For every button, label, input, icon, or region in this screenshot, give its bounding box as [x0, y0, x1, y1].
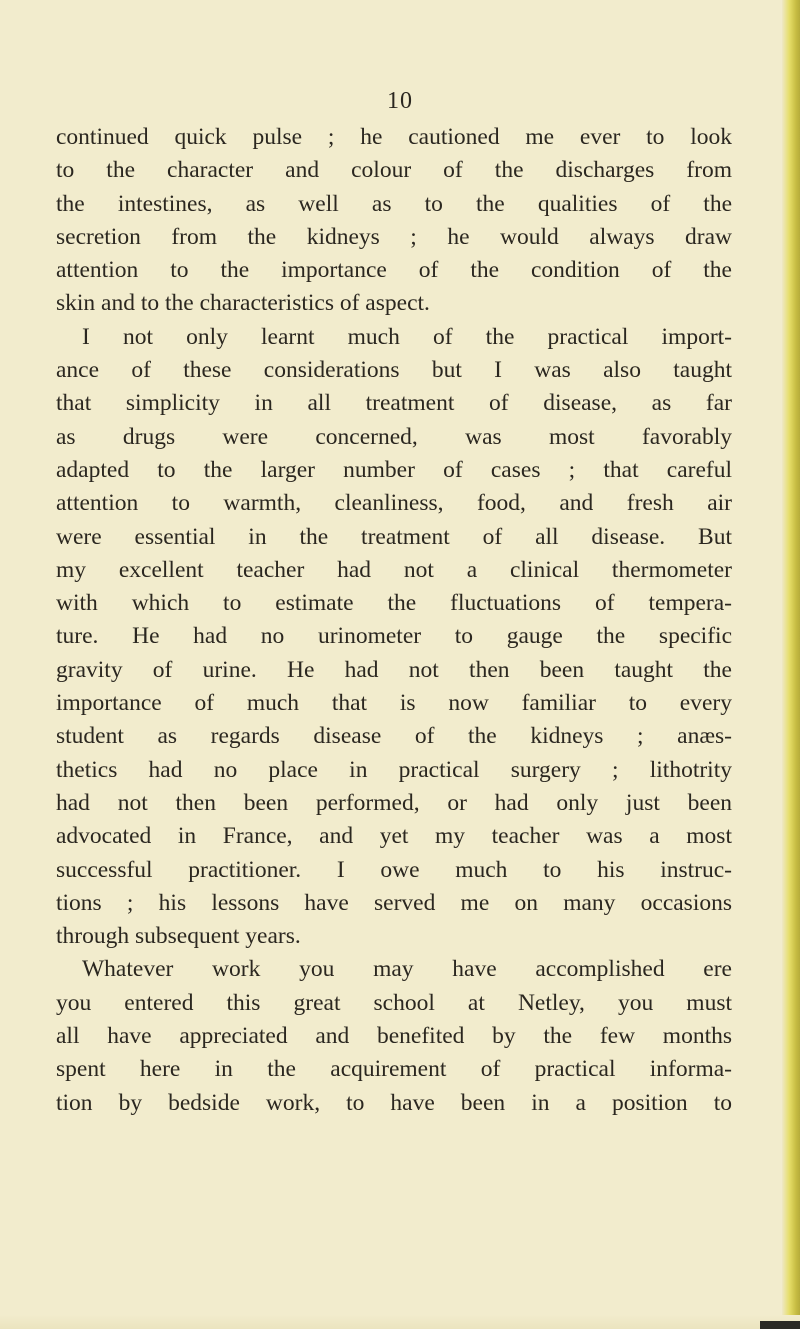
text-line: secretion from the kidneys ; he would always draw: [56, 223, 732, 250]
scan-corner-mark: [760, 1321, 800, 1329]
text-line: through subsequent years.: [56, 923, 301, 950]
text-line: gravity of urine. He had not then been taught the: [56, 656, 732, 683]
page-number: 10: [387, 88, 413, 114]
text-line: you entered this great school at Netley, you must: [56, 989, 732, 1016]
text-line: ance of these considerations but I was also taught: [56, 357, 732, 384]
text-line: successful practitioner. I owe much to his instruc-: [56, 856, 732, 883]
text-line: to the character and colour of the discharges from: [56, 157, 732, 184]
text-line: tions ; his lessons have served me on many occasions: [56, 889, 732, 916]
text-line: thetics had no place in practical surgery ; lithotrity: [56, 756, 732, 783]
text-line: my excellent teacher had not a clinical thermometer: [56, 556, 732, 583]
text-line: advocated in France, and yet my teacher was a most: [56, 823, 732, 850]
text-line: with which to estimate the fluctuations of tempera-: [56, 590, 732, 617]
text-line: importance of much that is now familiar to every: [56, 690, 732, 717]
text-line: spent here in the acquirement of practical informa-: [56, 1056, 732, 1083]
text-line: all have appreciated and benefited by the few months: [56, 1023, 732, 1050]
text-line: the intestines, as well as to the qualities of the: [56, 190, 732, 217]
text-line: tion by bedside work, to have been in a position to: [56, 1089, 732, 1116]
text-line: adapted to the larger number of cases ; that careful: [56, 456, 732, 483]
text-line: continued quick pulse ; he cautioned me ever to look: [56, 124, 732, 150]
paragraph-start-line: Whatever work you may have accomplished ere: [82, 956, 732, 983]
text-line: ture. He had no urinometer to gauge the specific: [56, 623, 732, 650]
text-line: had not then been performed, or had only just been: [56, 789, 732, 816]
text-line: that simplicity in all treatment of disease, as far: [56, 390, 732, 417]
page-bottom-edge: [0, 1315, 800, 1329]
text-line: attention to the importance of the condition of the: [56, 257, 732, 284]
text-line: attention to warmth, cleanliness, food, and fresh air: [56, 490, 732, 517]
paragraph-start-line: I not only learnt much of the practical import-: [82, 323, 732, 350]
text-line: were essential in the treatment of all disease. But: [56, 523, 732, 550]
text-line: as drugs were concerned, was most favorably: [56, 423, 732, 450]
text-line: student as regards disease of the kidneys ; anæs-: [56, 723, 732, 750]
body-text: [56, 121, 732, 1120]
page-edge-shadow: [782, 0, 800, 1329]
text-line: skin and to the characteristics of aspect.: [56, 290, 430, 317]
